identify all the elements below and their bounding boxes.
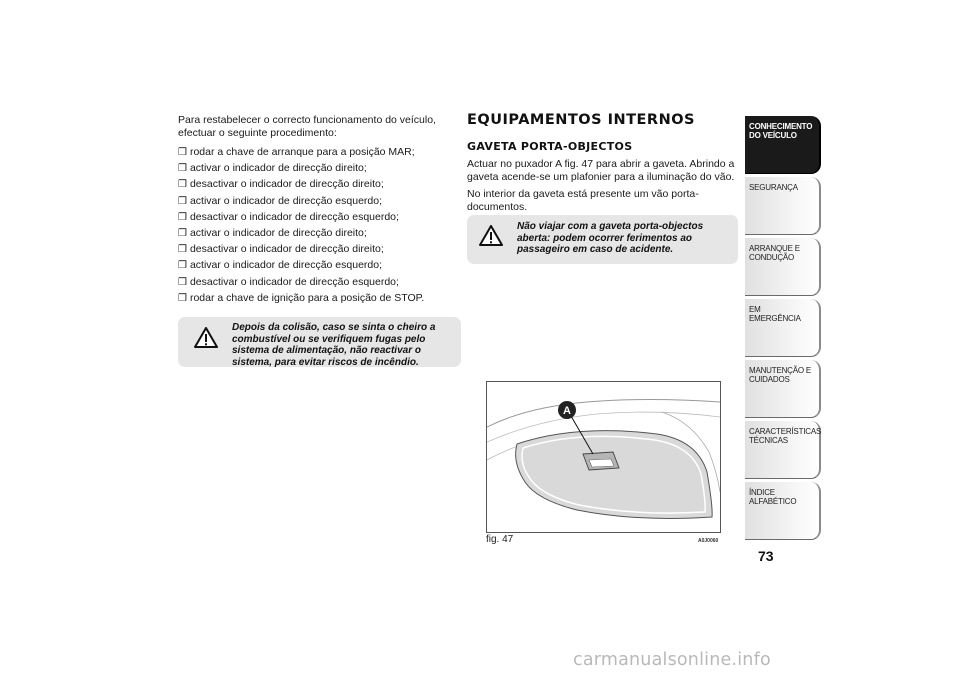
checkbox-bullet-icon: ❒ — [178, 147, 187, 158]
chapter-tab-label: EM EMERGÊNCIA — [749, 305, 801, 323]
procedure-step — [178, 146, 460, 159]
chapter-tab[interactable] — [745, 177, 821, 235]
figure-caption: fig. 47 — [486, 534, 514, 545]
checkbox-bullet-icon: ❒ — [178, 292, 187, 304]
paragraph: Actuar no puxador A fig. 47 para abrir a gaveta. Abrindo a gaveta acende-se um plafonier para a iluminação do vão. — [467, 158, 735, 183]
step-text: activar o indicador de direcção esquerdo; — [189, 259, 382, 272]
warning-triangle-icon — [194, 327, 218, 353]
checkbox-bullet-icon: ❒ — [178, 195, 187, 207]
checkbox-bullet-icon: ❒ — [178, 163, 187, 175]
chapter-tab[interactable] — [745, 421, 821, 479]
chapter-tab-label: SEGURANÇA — [749, 183, 798, 192]
chapter-tab[interactable] — [745, 116, 821, 174]
subsection-title: GAVETA PORTA-OBJECTOS — [467, 139, 633, 153]
procedure-step — [178, 178, 460, 191]
watermark: carmanualsonline.info — [573, 650, 771, 670]
figure-glovebox-illustration — [486, 381, 721, 533]
step-text: desactivar o indicador de direcção direito; — [189, 178, 384, 191]
chapter-tab[interactable] — [745, 299, 821, 357]
checkbox-bullet-icon: ❒ — [178, 227, 187, 239]
chapter-tab-label: ÍNDICE ALFABÉTICO — [749, 488, 797, 506]
warning-text: Depois da colisão, caso se sinta o cheiro a combustível ou se verifiquem fugas pelo sistema de alimentação, não reactivar o sistema, para evitar riscos de incêndio. — [232, 322, 436, 368]
chapter-tab-label: ARRANQUE E CONDUÇÃO — [749, 244, 800, 262]
procedure-step — [178, 211, 460, 224]
step-text: activar o indicador de direcção direito; — [189, 226, 367, 239]
warning-text: Não viajar com a gaveta porta-objectos aberta: podem ocorrer ferimentos ao passageiro em caso de acidente. — [517, 221, 704, 255]
procedure-step — [178, 259, 460, 272]
checkbox-bullet-icon: ❒ — [178, 179, 187, 191]
page-number: 73 — [758, 548, 774, 564]
step-text: activar o indicador de direcção esquerdo; — [189, 194, 382, 207]
procedure-step — [178, 162, 460, 175]
chapter-tab[interactable] — [745, 482, 821, 540]
chapter-tab-label: CONHECIMENTO DO VEÍCULO — [749, 122, 813, 140]
procedure-step — [178, 243, 460, 256]
checkbox-bullet-icon: ❒ — [178, 276, 187, 288]
left-column — [178, 114, 460, 308]
intro-text: Para restabelecer o correcto funcionamento do veículo, efectuar o seguinte procedimento: — [178, 114, 436, 139]
step-text: rodar a chave de arranque para a posição MAR; — [189, 146, 415, 158]
procedure-step — [178, 276, 460, 289]
step-text: desactivar o indicador de direcção esquerdo; — [189, 210, 399, 223]
procedure-step — [178, 195, 460, 208]
step-text: activar o indicador de direcção direito; — [189, 162, 367, 175]
procedure-list — [178, 146, 460, 305]
checkbox-bullet-icon: ❒ — [178, 260, 187, 272]
warning-box-collision — [178, 317, 461, 367]
chapter-tab[interactable] — [745, 360, 821, 418]
right-column — [467, 114, 739, 218]
step-text: desactivar o indicador de direcção direito; — [189, 243, 384, 256]
callout-label: A — [563, 405, 571, 417]
chapter-tab-label: MANUTENÇÃO E CUIDADOS — [749, 366, 812, 384]
step-text: rodar a chave de ignição para a posição de STOP. — [189, 291, 425, 304]
chapter-tabs — [745, 116, 821, 543]
checkbox-bullet-icon: ❒ — [178, 211, 187, 223]
section-title: EQUIPAMENTOS INTERNOS — [467, 112, 695, 128]
step-text: desactivar o indicador de direcção esquerdo; — [189, 275, 399, 288]
checkbox-bullet-icon: ❒ — [178, 244, 187, 256]
warning-box-glovebox — [467, 215, 738, 264]
procedure-step — [178, 227, 460, 240]
warning-triangle-icon — [479, 225, 503, 251]
procedure-step — [178, 292, 460, 305]
paragraph: No interior da gaveta está presente um vão porta-documentos. — [467, 188, 699, 213]
chapter-tab-label: CARACTERÍSTICAS TÉCNICAS — [749, 427, 822, 445]
figure-code: A0J0060 — [698, 538, 719, 544]
chapter-tab[interactable] — [745, 238, 821, 296]
